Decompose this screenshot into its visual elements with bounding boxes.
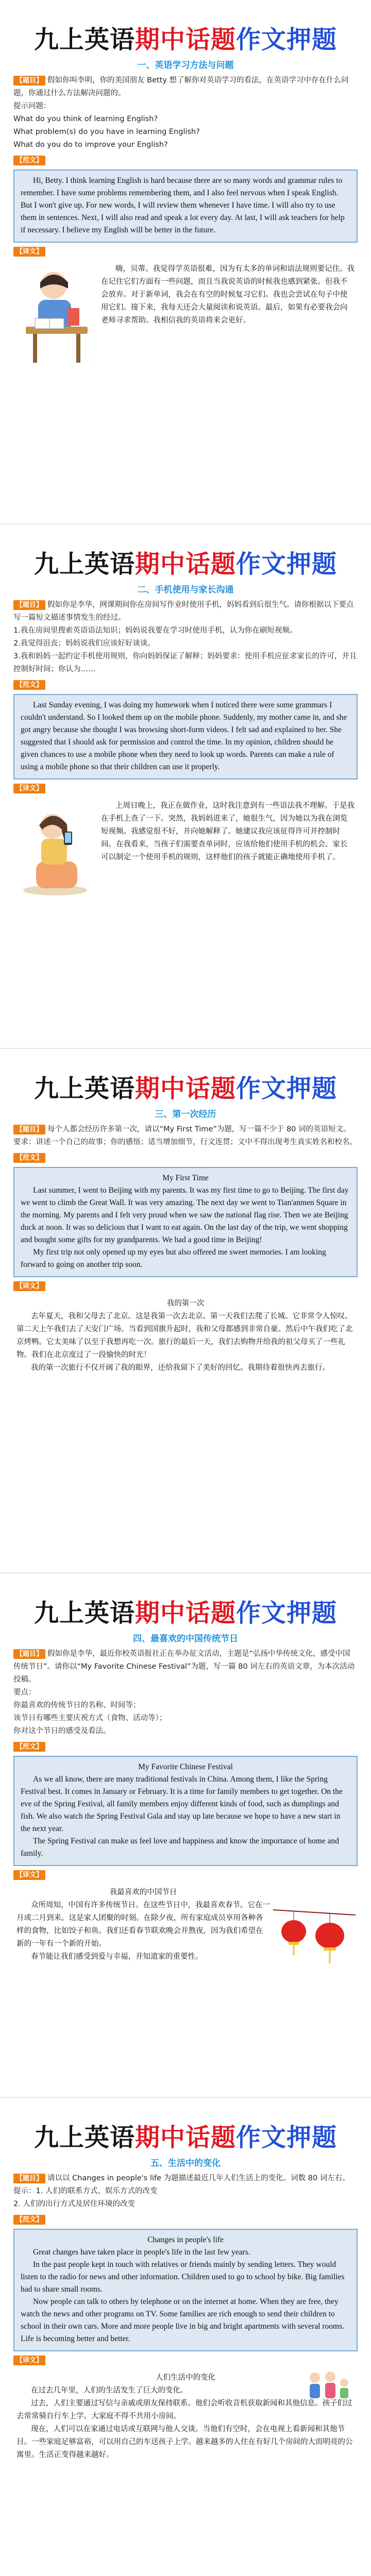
prompt-line: 2.我觉得沮丧；妈妈说我们应该好好谈谈。 xyxy=(13,639,155,648)
translation-box xyxy=(13,2369,358,2464)
page-1 xyxy=(0,0,371,524)
translation-title: 我最喜欢的中国节日 xyxy=(109,1888,177,1896)
translation-paragraph: 春节能让我们感受到爱与幸福，并知道家的重要性。 xyxy=(31,1953,203,1961)
essay-title: My Favorite Chinese Festival xyxy=(138,1762,233,1771)
page-title xyxy=(0,524,371,582)
title-part-1: 九上英语 xyxy=(33,2123,135,2152)
translation-title: 我的第一次 xyxy=(166,1299,205,1308)
model-essay-box xyxy=(13,1756,358,1866)
title-part-2: 期中话题 xyxy=(134,550,236,579)
model-essay-tag: 【范文】 xyxy=(13,1742,45,1752)
prompt-line: 你最喜欢的传统节日的名称、时间等； xyxy=(13,1701,141,1709)
lanterns-illustration xyxy=(273,1905,356,1972)
translation-paragraph: 上周日晚上，我正在做作业，这时我注意到有一些语法我不理解。于是我在手机上查了一下。突然，我妈妈进来了，她很生气，因为她以为我在浏览短视频。我感觉很不好，并向她解释了。她建议我应该征得许可并控制时间。在我看来，当孩子们需要查单词时，应该给他们使用手机的机会。家长可以制定一个使用手机的规则，这样他们的孩子就能正确地使用手机了。 xyxy=(101,802,355,861)
translation-paragraph: 过去，人们主要通过写信与亲戚或朋友保持联系。他们会听收音机获取新闻和其他信息。孩子们过去常常骑自行车上学。大家庭不得不共用小房间。 xyxy=(16,2399,352,2420)
prompt-line: 提示问题： xyxy=(13,102,51,110)
prompt-line: 3.我和妈妈一起约定手机使用规则，你向妈妈保证了解释；妈妈要求：使用手机应征求家长的许可，并且控制好时间；你认为…… xyxy=(13,652,357,673)
prompt-line: 2. 人们的出行方式及居住环境的改变 xyxy=(13,2200,135,2208)
prompt-line: 假如你叫李明，你的美国朋友 Betty 想了解你对英语学习的看法，在英语学习中存在什么问题，你通过什么方法解决问题的。 xyxy=(13,76,349,97)
translation-tag: 【译文】 xyxy=(13,784,45,793)
prompt-line: 1.我在房间里搜索英语语法知识；妈妈说我要在学习时使用手机，认为你在刷短视频。 xyxy=(13,626,297,635)
prompt-line: 该节日有哪些主要庆祝方式（食物、活动等）； xyxy=(13,1714,167,1722)
model-essay-box xyxy=(13,170,358,243)
title-part-2: 期中话题 xyxy=(134,25,236,54)
page-4 xyxy=(0,1573,371,2098)
translation-paragraph: 我的第一次旅行不仅开阔了我的眼界，还给我留下了美好的回忆。我期待着很快再去旅行。 xyxy=(31,1364,330,1372)
question-block xyxy=(0,1120,371,1149)
title-part-1: 九上英语 xyxy=(33,25,135,54)
essay-paragraph: The Spring Festival can make us feel love and happiness and know the importance of home and family. xyxy=(21,1837,340,1858)
student-studying-illustration xyxy=(18,265,95,368)
model-essay-box xyxy=(13,2229,358,2351)
girl-with-phone-illustration xyxy=(16,800,94,897)
title-part-3: 作文押题 xyxy=(236,25,338,54)
page-title xyxy=(0,2098,371,2156)
section-heading: 二、手机使用与家长沟通 xyxy=(137,585,234,595)
essay-paragraph: In the past people kept in touch with relatives or friends mainly by sending letters. They would listen to the radio for news and other information. Children used to go to school by bike. Big families had to share small rooms. xyxy=(21,2260,345,2294)
model-essay-box xyxy=(13,694,358,779)
title-part-3: 作文押题 xyxy=(236,1599,338,1628)
translation-box xyxy=(13,261,358,329)
question-block xyxy=(0,71,371,151)
prompt-line: 请以以 Changes in people's life 为题描述最近几年人们生活上的变化。词数 80 词左右。 xyxy=(47,2174,350,2182)
model-essay-tag: 【范文】 xyxy=(13,156,45,165)
question-tag: 【题目】 xyxy=(13,1125,45,1134)
prompt-line: 要点： xyxy=(13,1688,36,1697)
model-essay-box xyxy=(13,1167,358,1277)
translation-box xyxy=(13,798,358,866)
section-heading: 一、英语学习方法与问题 xyxy=(137,60,234,71)
model-essay-tag: 【范文】 xyxy=(13,1153,45,1163)
title-part-2: 期中话题 xyxy=(134,1074,236,1103)
translation-paragraph: 现在，人们可以在家通过电话或互联网与他人交谈。当他们有空时，会在电视上看新闻和其他节目。一些家庭足够富裕，可以用自己的车送孩子上学。越来越多的人住在有好几个房间的大而明亮的公寓里。生活正变得越来越好。 xyxy=(16,2425,353,2459)
question-block xyxy=(0,1645,371,1738)
question-block xyxy=(0,596,371,676)
translation-title: 人们生活中的变化 xyxy=(156,2374,215,2382)
title-part-1: 九上英语 xyxy=(33,1074,135,1103)
prompt-line: 假如你是李华，最近你校英语报社正在举办征文活动，主题是“弘扬中华传统文化，感受中国传统节日”。请你以“My Favorite Chinese Festival”为题，写一篇 80 词左右的英语文章，为本次活动投稿。 xyxy=(13,1650,355,1684)
title-part-3: 作文押题 xyxy=(236,2123,338,2152)
question-block xyxy=(0,2169,371,2211)
prompt-line: 提示：1. 人们的联系方式、娱乐方式的改变 xyxy=(13,2187,158,2195)
question-tag: 【题目】 xyxy=(13,600,45,610)
question-tag: 【题目】 xyxy=(13,1649,45,1659)
translation-box xyxy=(13,1884,358,1965)
prompt-line: What do you think of learning English? xyxy=(13,115,158,123)
translation-tag: 【译文】 xyxy=(13,1281,45,1291)
page-5 xyxy=(0,2098,371,2576)
question-tag: 【题目】 xyxy=(13,2174,45,2183)
page-3 xyxy=(0,1049,371,1573)
page-title xyxy=(0,1049,371,1107)
translation-tag: 【译文】 xyxy=(13,2355,45,2365)
title-part-3: 作文押题 xyxy=(236,550,338,579)
model-essay-tag: 【范文】 xyxy=(13,2215,45,2225)
title-part-3: 作文押题 xyxy=(236,1074,338,1103)
prompt-line: What do you do to improve your English? xyxy=(13,141,168,149)
title-part-2: 期中话题 xyxy=(134,1599,236,1628)
translation-paragraph: 嗨，贝蒂。我觉得学英语很难，因为有太多的单词和语法规则要记住。我在记住它们方面有一些问题，而且当我说英语的时候我也感到紧张。但我不会放弃。对于新单词，我会在有空的时候复习它们。我也会尝试在句子中使用它们。接下来，我每天还会大量阅读和说英语。最后，如果有必要我会向老师寻求帮助。我相信我的英语将来会更好。 xyxy=(101,265,355,325)
prompt-line: 要求：讲述一个自己的故事；你的感悟；适当增加细节，行文连贯；文中不得出现考生真实姓名和校名。 xyxy=(13,1138,357,1146)
family-illustration xyxy=(302,2369,353,2400)
prompt-line: 你对这个节日的感受及看法。 xyxy=(13,1727,111,1735)
section-heading: 四、最喜欢的中国传统节日 xyxy=(133,1634,238,1644)
prompt-line: 假如你是李华，网课期间你在房间写作业时使用手机，妈妈看到后很生气。请你根据以下要点写一篇短文描述事情发生的经过。 xyxy=(13,601,354,622)
page-2 xyxy=(0,524,371,1049)
essay-paragraph: Last Sunday evening, I was doing my homework when I noticed there were some grammars I couldn't understand. So I looked them up on the mobile phone. Suddenly, my mother came in, and she got angry because she thought I was browsing short-form videos. I felt sad and explained to her. She suggested that I should ask for permission and control the time. In my opinion, children should be given chances to use a mobile phone when they need to look up words. Parents can make a rule of using a mobile phone so that their children can use it properly. xyxy=(21,701,347,771)
translation-paragraph: 去年夏天，我和父母去了北京。这是我第一次去北京。第一天我们去爬了长城。它非常令人惊叹。第二天上午我们去了天安门广场。当看到国旗升起时，我和父母都感到非常自豪。然后中午我们吃了北京烤鸭。它太美味了以至于我想再吃一次。旅行的最后一天，我们去购物并给我的祖父母买了一些礼物。我们在北京度过了一段愉快的时光！ xyxy=(16,1312,353,1359)
translation-tag: 【译文】 xyxy=(13,247,45,257)
translation-box xyxy=(13,1295,358,1377)
section-heading: 五、生活中的变化 xyxy=(150,2158,221,2168)
prompt-line: 每个人都会经历许多第一次，请以“My First Time”为题，写一篇不少于 80 词的英语短文。 xyxy=(47,1125,351,1133)
essay-paragraph: Great changes have taken place in people's life in the last few years. xyxy=(33,2248,250,2257)
essay-paragraph: My first trip not only opened up my eyes but also offered me sweet memories. I am looking forward to going on another trip soon. xyxy=(21,1248,326,1269)
translation-paragraph: 众所周知，中国有许多传统节日。在这些节日中，我最喜欢春节。它在一月或二月到来。这是家人团聚的时刻。在除夕夜，所有家庭成员享用各种各样的食物，比如饺子和鱼。我们还看春节联欢晚会并熬夜，因为我们希望在新的一年有一个新的开始。 xyxy=(16,1901,270,1948)
essay-title: Changes in people's life xyxy=(147,2235,224,2244)
title-part-2: 期中话题 xyxy=(134,2123,236,2152)
essay-paragraph: As we all know, there are many traditional festivals in China. Among them, I like the Spring Festival best. It comes in January or February. It is a time for family members to get together. On the eve of the Spring Festival, all family members enjoy different kinds of food, such as dumplings and fish. We also watch the Spring Festival Gala and stay up late because we hope to have a new start in the next year. xyxy=(21,1775,343,1833)
prompt-line: What problem(s) do you have in learning English? xyxy=(13,128,200,136)
model-essay-tag: 【范文】 xyxy=(13,680,45,690)
translation-paragraph: 在过去几年里，人们的生活发生了巨大的变化。 xyxy=(31,2386,188,2395)
question-tag: 【题目】 xyxy=(13,76,45,86)
page-title xyxy=(0,1573,371,1631)
translation-tag: 【译文】 xyxy=(13,1870,45,1880)
page-title xyxy=(0,0,371,58)
title-part-1: 九上英语 xyxy=(33,550,135,579)
title-part-1: 九上英语 xyxy=(33,1599,135,1628)
section-heading: 三、第一次经历 xyxy=(155,1109,216,1120)
essay-title: My First Time xyxy=(162,1174,209,1182)
essay-paragraph: Hi, Betty. I think learning English is hard because there are so many words and grammar rules to remember. I have some problems remembering them, and I also feel nervous when I speak English. But I won't give up. For new words, I will review them whenever I have time. I will also try to use them in sentences. Next, I will also read and speak a lot every day. At last, I will ask teachers for help if necessary. I believe my English will be better in the future. xyxy=(21,176,345,234)
essay-paragraph: Last summer, I went to Beijing with my parents. It was my first time to go to Beijing. The first day we went to climb the Great Wall. It was very amazing. The next day we went to Tian'anmen Square in the morning. My parents and I felt very proud when we saw the national flag rise. Then we ate Beijing duck at noon. It was so delicious that I want to eat again. On the last day of the trip, we went shopping and bought some gifts for my grandparents. We had a good time in Beijing! xyxy=(21,1186,349,1244)
essay-paragraph: Now people can talk to others by telephone or on the internet at home. When they are free, they watch the news and other programs on TV. Some families are rich enough to send their children to school in their own cars. More and more people live in big and bright apartments with several rooms. Life is becoming better and better. xyxy=(21,2297,345,2343)
